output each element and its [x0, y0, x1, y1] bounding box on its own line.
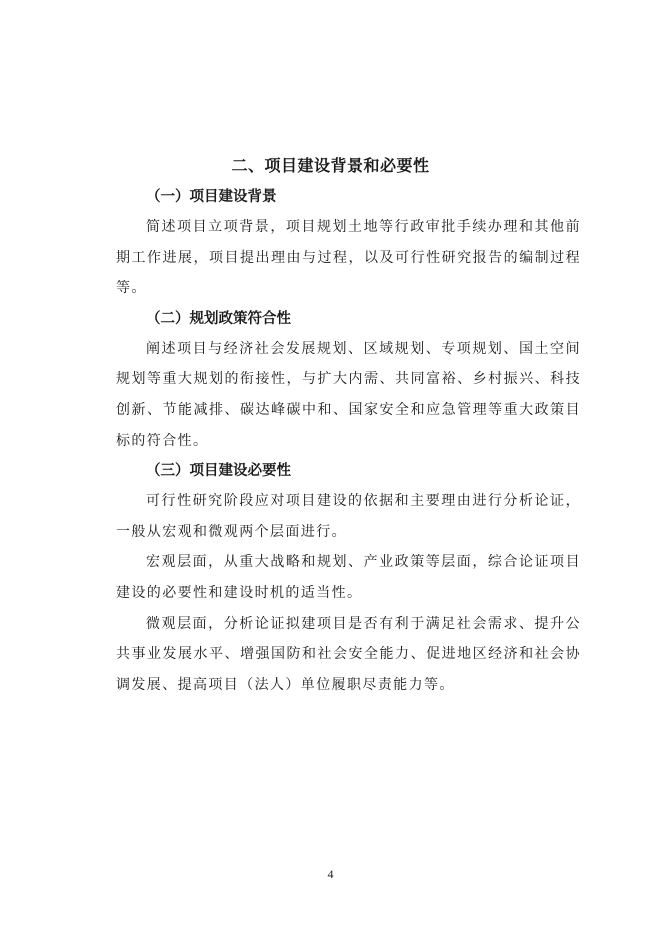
- section-necessity: [116, 456, 581, 700]
- section-policy-compliance: [116, 304, 581, 456]
- section-heading: （一）项目建设背景: [146, 189, 277, 205]
- paragraph: 阐述项目与经济社会发展规划、区域规划、专项规划、国土空间规划等重大规划的衔接性，与扩大内需、共同富裕、乡村振兴、科技创新、节能减排、碳达峰碳中和、国家安全和应急管理等重大政策目标的符合性。: [116, 340, 581, 449]
- section-heading: （二）规划政策符合性: [146, 310, 291, 327]
- paragraph: 简述项目立项背景，项目规划土地等行政审批手续办理和其他前期工作进展，项目提出理由与过程，以及可行性研究报告的编制过程等。: [116, 219, 581, 297]
- section-background: [116, 182, 581, 304]
- chapter-title: 二、项目建设背景和必要性: [231, 156, 430, 175]
- section-heading: （三）项目建设必要性: [146, 463, 291, 480]
- paragraph: 宏观层面，从重大战略和规划、产业政策等层面，综合论证项目建设的必要性和建设时机的适当性。: [116, 554, 581, 601]
- document-body: [116, 182, 581, 700]
- page-number: 4: [327, 867, 334, 881]
- paragraph: 可行性研究阶段应对项目建设的依据和主要理由进行分析论证，一般从宏观和微观两个层面进行。: [116, 493, 581, 540]
- paragraph: 微观层面，分析论证拟建项目是否有利于满足社会需求、提升公共事业发展水平、增强国防和社会安全能力、促进地区经济和社会协调发展、提高项目（法人）单位履职尽责能力等。: [116, 615, 581, 693]
